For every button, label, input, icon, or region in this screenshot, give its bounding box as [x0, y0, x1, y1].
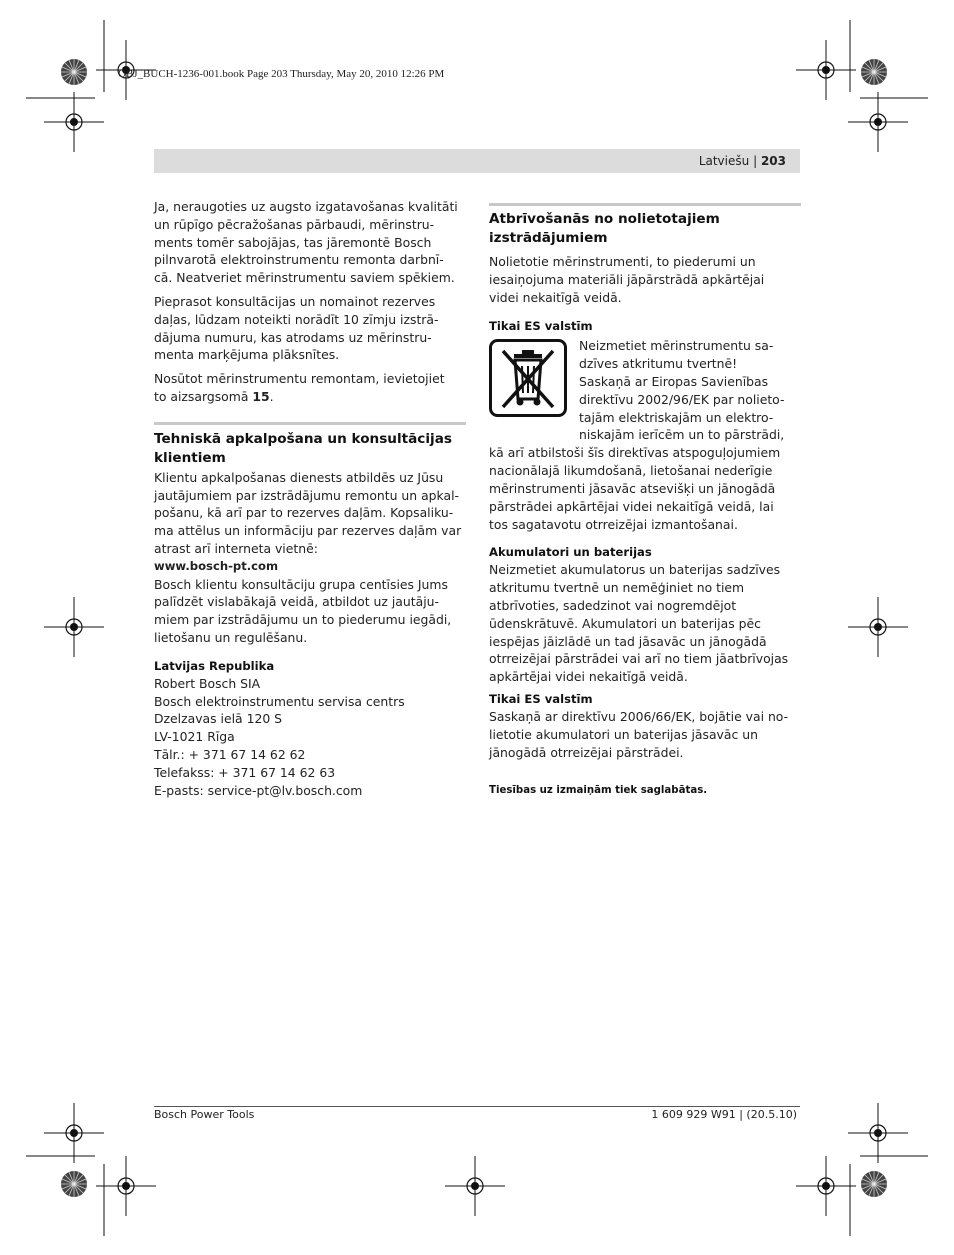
- battery-heading: Akumulatori un baterijas: [489, 545, 652, 560]
- footer-rule: [154, 1106, 800, 1107]
- intro-paragraph-1: Ja, neraugoties uz augsto izgatavošanas kvalitāti un rūpīgo pēcražošanas pārbaudi, mērinstru- ments tomēr sabojājas, tas jāremontē Bosch pilnvarotā elektroinstrumentu remonta darbnī- cā. Neatveriet mērinstrumentu saviem spēkiem.: [154, 199, 458, 286]
- header-label: [699, 154, 786, 168]
- running-header: [154, 149, 800, 173]
- part-number-ref: 15: [252, 388, 270, 404]
- intro-paragraph-2: Pieprasot konsultācijas un nomainot rezerves daļas, lūdzam noteikti norādīt 10 zīmju izstrā- dājuma numuru, kas atrodams uz mērinstru- menta marķējuma plāksnītes.: [154, 293, 439, 363]
- footer-right: 1 609 929 W91 | (20.5.10): [651, 1108, 797, 1121]
- intro-paragraph-3: Nosūtot mērinstrumentu remontam, ievietojiet to aizsargsomā 15.: [154, 371, 445, 404]
- consult-paragraph: Bosch klientu konsultāciju grupa centīsies Jums palīdzēt vislabākajā veidā, atbildot uz jautāju- miem par izstrādājumu un to piederumu iegādi, lietošanu un regulēšanu.: [154, 576, 452, 645]
- print-imprint: OBJ_BUCH-1236-001.book Page 203 Thursday, May 20, 2010 12:26 PM: [118, 68, 445, 80]
- header-language: Latviešu: [698, 154, 750, 168]
- eu-paragraph-2: Saskaņā ar direktīvu 2006/66/EK, bojātie vai no- lietotie akumulatori un baterijas jāsavāc un jānogādā otrreizējai pārstrādei.: [489, 708, 789, 760]
- weee-wrapped-text: Neizmetiet mērinstrumentu sa- dzīves atkritumu tvertnē! Saskaņā ar Eiropas Savienības direktīvu 2002/96/EK par nolieto- tajām elektriskajām un elektro- niskajām ierīcēm un to pārstrādi,: [579, 338, 785, 443]
- footer-left: Bosch Power Tools: [154, 1108, 255, 1121]
- weee-paragraph: kā arī atbilstoši šīs direktīvas atspoguļojumiem nacionālajā likumdošanā, lietošanai nederīgie mērinstrumenti jāsavāc atsevišķi un jānogādā pārstrādei apkārtējai videi nekaitīgā veidā, lai tos sagatavotu otrreizējai izmantošanai.: [489, 445, 781, 532]
- page-number: 203: [760, 154, 786, 168]
- service-paragraph: Klientu apkalpošanas dienests atbildēs uz Jūsu jautājumiem par izstrādājumu remontu un apkal- pošanu, kā arī par to rezerves daļām. Kopsaliku- ma attēlus un informāciju par rezerves daļām var atrast arī interneta vietnē:: [154, 469, 462, 556]
- crossed-out-wheelie-bin-icon: [489, 339, 567, 417]
- rights-reserved-note: Tiesības uz izmaiņām tiek saglabātas.: [489, 785, 708, 797]
- disposal-paragraph: Nolietotie mērinstrumenti, to piederumi un iesaiņojuma materiāli jāpārstrādā apkārtējai videi nekaitīgā veidā.: [489, 254, 765, 305]
- disposal-heading: Atbrīvošanās no nolietotajiem izstrādājumiem: [489, 211, 720, 246]
- right-column: [489, 203, 801, 800]
- service-url[interactable]: www.bosch-pt.com: [154, 558, 279, 573]
- eu-heading-1: Tikai ES valstīm: [489, 319, 593, 334]
- address-block: Robert Bosch SIA Bosch elektroinstrumentu servisa centrs Dzelzavas ielā 120 S LV-1021 Rīga Tālr.: + 371 67 14 62 62 Telefakss: + 371 67 14 62 63 E-pasts: service-pt@lv.bosch.com: [154, 675, 405, 798]
- battery-paragraph: Neizmetiet akumulatorus un baterijas sadzīves atkritumu tvertnē un nemēģiniet no tiem atbrīvoties, sadedzinot vai nogremdējot ūdenskrātuvē. Akumulatori un baterijas pēc iespējas jāizlādē un tad jāsavāc un jānogādā otrreizējai pārstrādei vai arī no tiem jāatbrīvojas apkārtējai videi nekaitīgā veidā.: [489, 562, 789, 685]
- header-separator: |: [753, 154, 758, 168]
- weee-block: [489, 337, 801, 444]
- eu-heading-2: Tikai ES valstīm: [489, 691, 593, 706]
- country-heading: Latvijas Republika: [154, 658, 275, 673]
- left-column: [154, 198, 466, 799]
- service-heading: Tehniskā apkalpošana un konsultācijas klientiem: [154, 430, 452, 466]
